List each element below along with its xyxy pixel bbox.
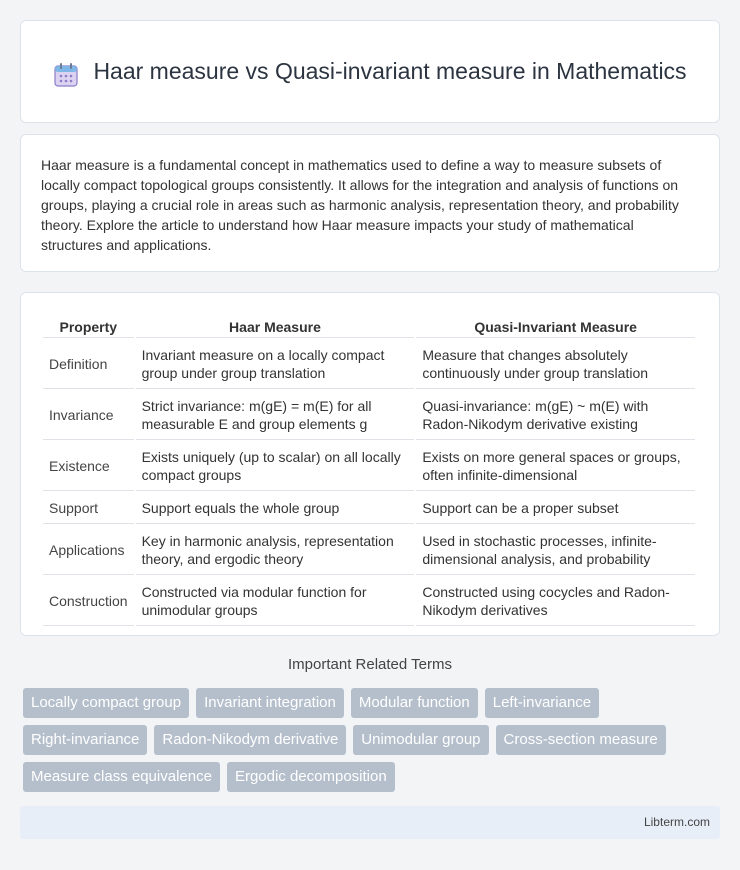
footer-link[interactable]: Libterm.com [643,815,710,829]
property-cell: Existence [43,442,134,491]
column-header-haar: Haar Measure [136,313,415,338]
tag-row [23,762,723,792]
haar-cell: Key in harmonic analysis, representation theory, and ergodic theory [136,526,415,575]
comparison-table [41,311,697,628]
calendar-icon [53,62,79,88]
property-cell: Invariance [43,391,134,440]
property-cell: Applications [43,526,134,575]
tag-left-invariance[interactable]: Left-invariance [485,688,599,718]
related-terms-list [23,688,723,799]
related-terms-title: Important Related Terms [288,656,452,673]
quasi-cell: Quasi-invariance: m(gE) ~ m(E) with Radon-Nikodym derivative existing [416,391,695,440]
quasi-cell: Support can be a proper subset [416,493,695,524]
quasi-cell: Exists on more general spaces or groups, often infinite-dimensional [416,442,695,491]
haar-cell: Constructed via modular function for unimodular groups [136,577,415,626]
tag-radon-nikodym-derivative[interactable]: Radon-Nikodym derivative [154,725,346,755]
quasi-cell: Measure that changes absolutely continuously under group translation [416,340,695,389]
quasi-cell: Used in stochastic processes, infinite-dimensional analysis, and probability [416,526,695,575]
intro-paragraph: Haar measure is a fundamental concept in mathematics used to define a way to measure subsets of locally compact topological groups consistently. It allows for the integration and analysis of functions on groups, playing a crucial role in areas such as harmonic analysis, representation theory, and probability theory. Explore the article to understand how Haar measure impacts your study of mathematical structures and applications. [41,157,679,253]
table-row [43,340,695,389]
comparison-card [20,292,720,636]
property-cell: Definition [43,340,134,389]
intro-card [20,134,720,272]
tag-right-invariance[interactable]: Right-invariance [23,725,147,755]
property-cell: Construction [43,577,134,626]
tag-ergodic-decomposition[interactable]: Ergodic decomposition [227,762,395,792]
footer [20,806,720,839]
tag-row [23,725,723,755]
property-cell: Support [43,493,134,524]
column-header-quasi: Quasi-Invariant Measure [416,313,695,338]
table-row [43,493,695,524]
tag-cross-section-measure[interactable]: Cross-section measure [496,725,666,755]
haar-cell: Exists uniquely (up to scalar) on all locally compact groups [136,442,415,491]
title-card [20,20,720,123]
table-row [43,526,695,575]
table-row [43,577,695,626]
tag-unimodular-group[interactable]: Unimodular group [353,725,488,755]
haar-cell: Strict invariance: m(gE) = m(E) for all measurable E and group elements g [136,391,415,440]
tag-row [23,688,723,718]
quasi-cell: Constructed using cocycles and Radon-Nikodym derivatives [416,577,695,626]
page-title: Haar measure vs Quasi-invariant measure in Mathematics [93,57,687,84]
tag-invariant-integration[interactable]: Invariant integration [196,688,344,718]
haar-cell: Support equals the whole group [136,493,415,524]
table-row [43,442,695,491]
column-header-property: Property [43,313,134,338]
haar-cell: Invariant measure on a locally compact group under group translation [136,340,415,389]
tag-measure-class-equivalence[interactable]: Measure class equivalence [23,762,220,792]
table-header-row [43,313,695,338]
tag-locally-compact-group[interactable]: Locally compact group [23,688,189,718]
tag-modular-function[interactable]: Modular function [351,688,478,718]
table-row [43,391,695,440]
